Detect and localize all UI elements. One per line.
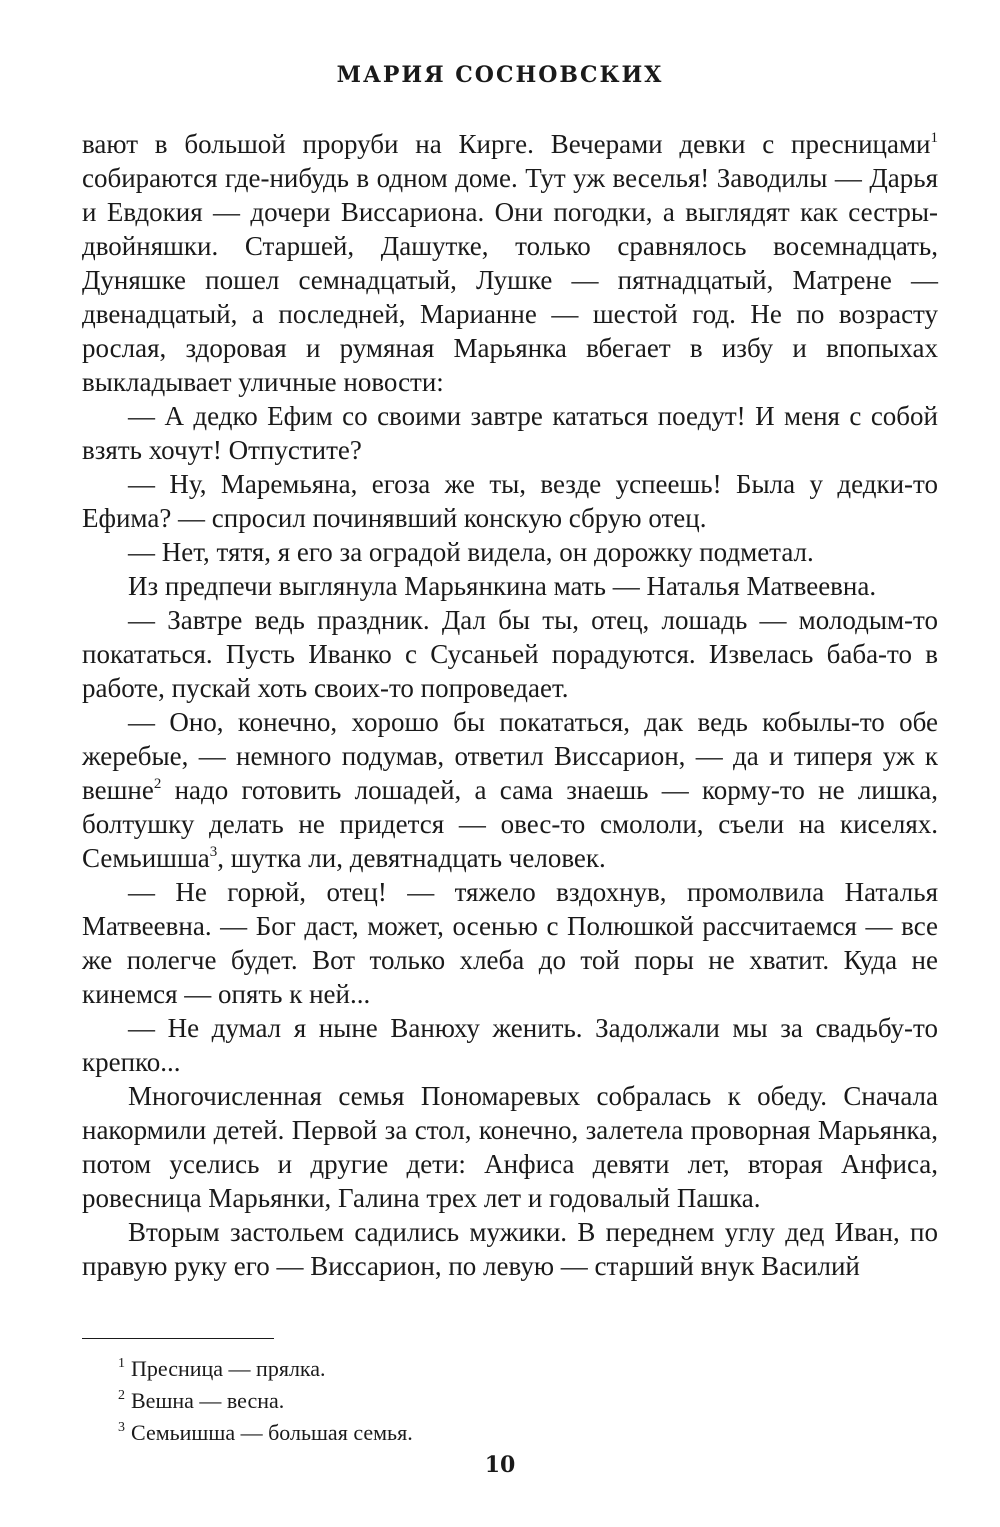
paragraph: — Нет, тятя, я его за оградой видела, он дорожку подметал. — [128, 537, 814, 567]
paragraph: Вторым застольем садились мужики. В переднем углу дед Иван, по правую руку его — Виссарион, по левую — старший внук Василий — [82, 1217, 938, 1281]
footnotes — [118, 1353, 918, 1449]
body-text — [82, 127, 938, 1283]
paragraph: — Не думал я ныне Ванюху женить. Задолжали мы за свадьбу-то крепко... — [82, 1013, 938, 1077]
paragraph: — Ну, Маремьяна, егоза же ты, везде успеешь! Была у дедки-то Ефима? — спросил починявший конскую сбрую отец. — [82, 469, 938, 533]
running-head: МАРИЯ СОСНОВСКИХ — [336, 62, 664, 88]
paragraph: — Не горюй, отец! — тяжело вздохнув, промолвила Наталья Матвеевна. — Бог даст, может, осенью с Полюшкой рассчитаемся — все же полегче будет. Вот только хлеба до той поры не хватит. Куда не кинемся — опять к ней... — [82, 877, 938, 1009]
footnote: $^2$ Вешна — весна. — [118, 1388, 285, 1413]
paragraph: Из предпечи выглянула Марьянкина мать — Наталья Матвеевна. — [128, 571, 877, 601]
footnote-divider — [82, 1338, 274, 1339]
paragraph: Многочисленная семья Пономаревых собралась к обеду. Сначала накормили детей. Первой за стол, конечно, залетела проворная Марьянка, потом уселись и другие дети: Анфиса девяти лет, вторая Анфиса, ровесница Марьянки, Галина трех лет и годовалый Пашка. — [82, 1081, 938, 1213]
footnote-ref: 1 — [930, 130, 938, 146]
footnote-ref: 3 — [209, 844, 218, 860]
footnote-ref: 2 — [153, 776, 162, 792]
paragraph: — А дедко Ефим со своими завтре кататься поедут! И меня с собой взять хочут! Отпустите? — [82, 401, 938, 465]
paragraph: — Завтре ведь праздник. Дал бы ты, отец, лошадь — молодым-то покататься. Пусть Иванко с Сусаньей порадуются. Извелась баба-то в работе, пускай хоть своих-то попроведает. — [82, 605, 938, 703]
paragraph: вают в большой проруби на Кирге. Вечерами девки с пресницами$^1$ собираются где-нибудь в одном доме. Тут уж веселья! Заводилы — Дарья и Евдокия — дочери Виссариона. Они погодки, а выглядят как сестры-двойняшки. Старшей, Дашутке, только сравнялось восемнадцать, Дуняшке пошел семнадцатый, Лушке — пятнадцатый, Матрене — двенадцатый, а последней, Марианне — шестой год. Не по возрасту рослая, здоровая и румяная Марьянка вбегает в избу и впопыхах выкладывает уличные новости: — [82, 129, 938, 397]
footnote: $^1$ Пресница — прялка. — [118, 1356, 326, 1381]
page-number: 10 — [484, 1452, 516, 1478]
footnote: $^3$ Семьишша — большая семья. — [118, 1420, 413, 1445]
paragraph: — Оно, конечно, хорошо бы покататься, дак ведь кобылы-то обе жеребые, — немного подумав, ответил Виссарион, — да и типеря уж к вешне$^2$ надо готовить лошадей, а сама знаешь — корму-то не лишка, болтушку делать не придется — овес-то смололи, съели на киселях. Семьишша$^3$, шутка ли, девятнадцать человек. — [82, 707, 938, 873]
